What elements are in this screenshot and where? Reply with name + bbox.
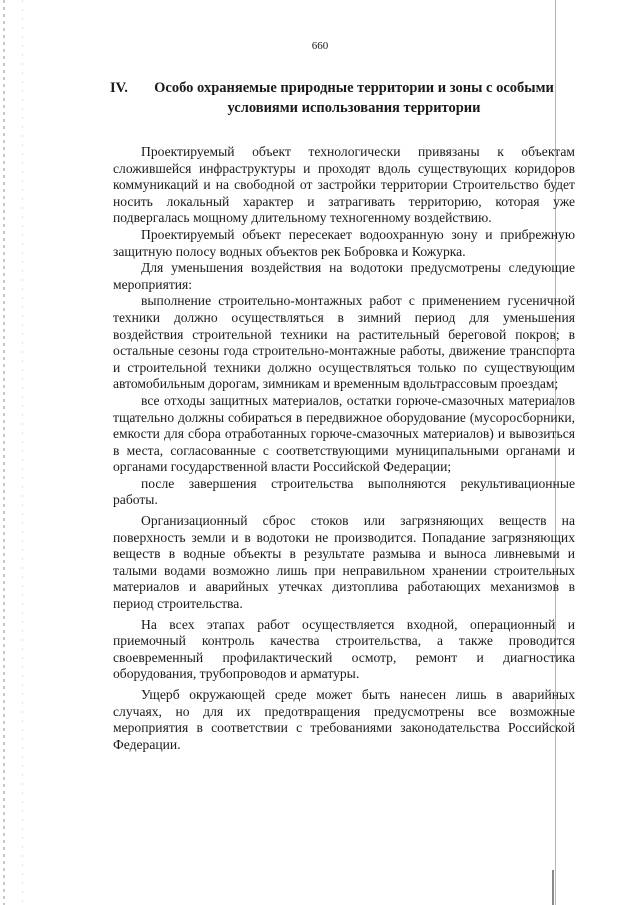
document-body bbox=[113, 144, 575, 753]
paragraph: Проектируемый объект пересекает водоохранную зону и прибрежную защитную полосу водных объектов рек Бобровка и Кожурка. bbox=[113, 226, 575, 259]
section-title: Особо охраняемые природные территории и зоны с особыми условиями использования территории bbox=[154, 80, 554, 116]
paragraph: Ущерб окружающей среде может быть нанесен лишь в аварийных случаях, но для их предотвращения предусмотрены все возможные мероприятия в соответствии с требованиями законодательства Российской Федерации. bbox=[113, 687, 575, 752]
section-number: IV. bbox=[110, 80, 128, 96]
scan-edge-artifact bbox=[22, 0, 23, 905]
paragraph: На всех этапах работ осуществляется входной, операционный и приемочный контроль качества строительства, а также проводится своевременный профилактический осмотр, ремонт и диагностика оборудования, трубопроводов и арматуры. bbox=[113, 616, 575, 682]
paragraph: Проектируемый объект технологически привязаны к объектам сложившейся инфраструктуры и проходят вдоль существующих коридоров коммуникаций и на свободной от застройки территории Строительство будет носить локальный характер и затрагивать территорию, которая уже подвергалась мощному длительному техногенному воздействию. bbox=[113, 144, 575, 226]
paragraph: Организационный сброс стоков или загрязняющих веществ на поверхность земли и в водотоки не производится. Попадание загрязняющих веществ в водные объекты в результате размыва и выноса ливневыми и талыми водами возможно лишь при неправильном хранении строительных материалов и аварийных утечках дизтоплива работающих механизмов в период строительства. bbox=[113, 513, 575, 612]
scan-margin-tick bbox=[552, 870, 554, 905]
list-item: выполнение строительно-монтажных работ с применением гусеничной техники должно осуществляться в зимний период для уменьшения воздействия строительной техники на растительный береговой покров; в остальные сезоны года строительно-монтажные работы, движение транспорта и строительной техники должно осуществляться только по существующим автомобильным дорогам, зимникам и временным вдольтрассовым проездам; bbox=[113, 293, 575, 392]
list-item: после завершения строительства выполняются рекультивационные работы. bbox=[113, 475, 575, 508]
paragraph: Для уменьшения воздействия на водотоки предусмотрены следующие мероприятия: bbox=[113, 260, 575, 292]
page-number: 660 bbox=[311, 40, 329, 52]
list-item: все отходы защитных материалов, остатки горюче-смазочных материалов тщательно должны собираться в передвижное оборудование (мусоросборники, емкости для сбора отработанных горюче-смазочных материалов) и вывозиться в места, согласованные с соответствующими муниципальными органами и органами государственной власти Российской Федерации; bbox=[113, 392, 575, 475]
section-heading bbox=[110, 78, 570, 118]
scan-edge-artifact bbox=[3, 0, 5, 905]
